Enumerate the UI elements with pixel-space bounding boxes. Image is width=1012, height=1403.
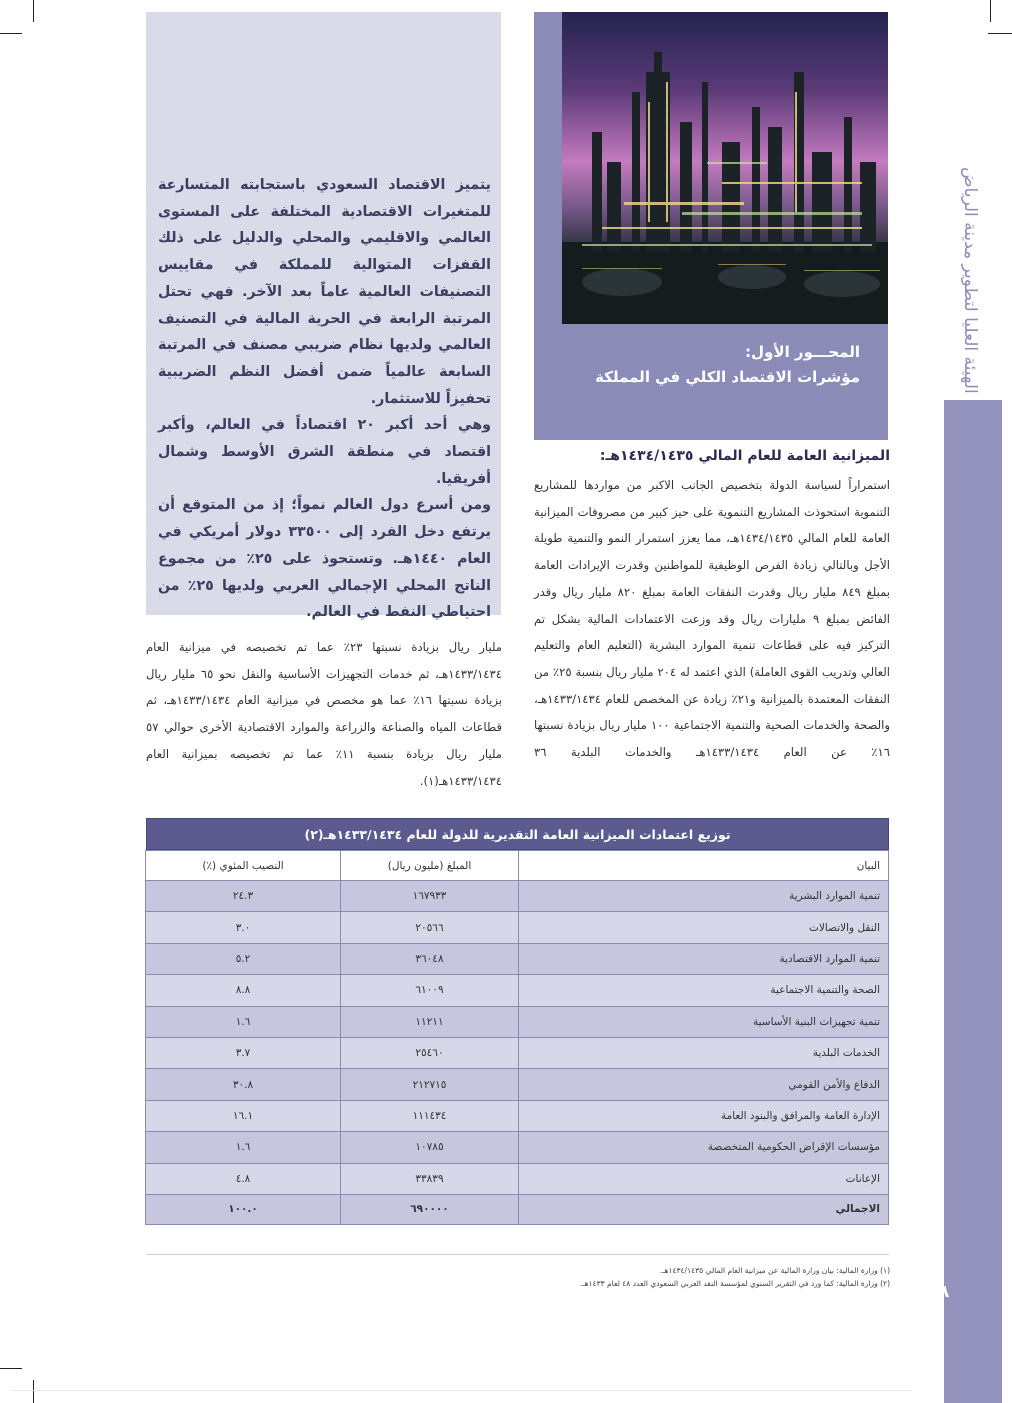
footnote: (٢) وزارة المالية: كما ورد في التقرير السنوي لمؤسسة النقد العربي السعودي العدد ٤٨ لعام ١٤٣٣هـ. — [579, 1279, 890, 1288]
row-percent: ٣٠.٨ — [146, 1069, 341, 1100]
row-percent: ١.٦ — [146, 1006, 341, 1037]
footnotes — [520, 1264, 890, 1290]
table-row — [146, 1069, 889, 1100]
row-label: تنمية الموارد البشرية — [519, 881, 889, 912]
highlight-paragraph: يتميز الاقتصاد السعودي باستجابته المتسارعة للمتغيرات الاقتصادية المختلفة على المستوى العالمي والاقليمي والمحلي والدليل على ذلك القفزات المتوالية للمملكة في مقاييس التصنيفات العالمية عاماً بعد الآخر. فهي تحتل المرتبة الرابعة في الحرية المالية في التصنيف العالمي ولديها نظام ضريبي مصنف في المرتبة السابعة عالمياً ضمن أفضل النظم الضريبية تحفيزاً للاستثمار. — [158, 177, 491, 407]
row-amount: ٢١٢٧١٥ — [341, 1069, 519, 1100]
budget-table-grid — [145, 850, 889, 1225]
row-label: الدفاع والأمن القومي — [519, 1069, 889, 1100]
hero-title — [560, 340, 860, 390]
row-label: الصحة والتنمية الاجتماعية — [519, 975, 889, 1006]
row-label: تنمية تجهيزات البنية الأساسية — [519, 1006, 889, 1037]
row-percent: ٨.٨ — [146, 975, 341, 1006]
table-header-row — [146, 851, 889, 881]
table-total-row — [146, 1194, 889, 1224]
table-row — [146, 1037, 889, 1068]
section-heading: الميزانية العامة للعام المالي ١٤٣٤/١٤٣٥هـ: — [599, 448, 890, 464]
table-row — [146, 1163, 889, 1194]
highlight-text — [158, 172, 491, 626]
table-row — [146, 881, 889, 912]
side-title: الهيئة العليا لتطوير مدينة الرياض — [960, 166, 980, 394]
highlight-paragraph: وهي أحد أكبر ٢٠ اقتصاداً في العالم، وأكبر اقتصاد في منطقة الشرق الأوسط وشمال أفريقيا. — [158, 417, 491, 487]
row-percent: ٣.٧ — [146, 1037, 341, 1068]
highlight-paragraph: ومن أسرع دول العالم نمواً؛ إذ من المتوقع أن يرتفع دخل الفرد إلى ٣٣٥٠٠ دولار أمريكي في العام ١٤٤٠هـ. وتستحوذ على ٢٥٪ من مجموع الناتج المحلي الإجمالي العربي ولديها ٢٥٪ من احتياطي النفط في العالم. — [158, 497, 492, 621]
total-percent: ١٠٠.٠ — [146, 1194, 341, 1224]
total-amount: ٦٩٠٠٠٠ — [341, 1194, 519, 1224]
row-amount: ١١٢١١ — [341, 1006, 519, 1037]
crop-mark — [0, 1368, 22, 1369]
table-row — [146, 1132, 889, 1163]
crop-mark — [0, 33, 22, 34]
table-row — [146, 912, 889, 943]
row-percent: ١٦.١ — [146, 1100, 341, 1131]
row-amount: ٣٦٠٤٨ — [341, 943, 519, 974]
row-amount: ٢٥٤٦٠ — [341, 1037, 519, 1068]
page-number: ٥٨ — [928, 1282, 950, 1302]
crop-mark — [33, 0, 34, 22]
hero-title-line1: المحـــور الأول: — [745, 343, 860, 361]
table-row — [146, 943, 889, 974]
row-percent: ٣.٠ — [146, 912, 341, 943]
row-percent: ٢٤.٣ — [146, 881, 341, 912]
row-percent: ٤.٨ — [146, 1163, 341, 1194]
row-amount: ١٦٧٩٣٣ — [341, 881, 519, 912]
table-row — [146, 975, 889, 1006]
table-row — [146, 1006, 889, 1037]
side-band — [944, 400, 1002, 1403]
total-label: الاجمالي — [519, 1194, 889, 1224]
row-label: الخدمات البلدية — [519, 1037, 889, 1068]
table-row — [146, 1100, 889, 1131]
crop-mark — [33, 1380, 34, 1403]
crop-mark — [988, 33, 1012, 34]
budget-table — [146, 818, 889, 1225]
row-label: مؤسسات الإقراض الحكومية المتخصصة — [519, 1132, 889, 1163]
row-percent: ١.٦ — [146, 1132, 341, 1163]
footnote-divider — [146, 1254, 889, 1255]
table-caption: توزيع اعتمادات الميزانية العامة التقديرية للدولة للعام ١٤٣٣/١٤٣٤هـ(٢) — [146, 818, 889, 850]
hero-title-line2: مؤشرات الاقتصاد الكلي في المملكة — [595, 368, 860, 386]
body-text-right: استمراراً لسياسة الدولة بتخصيص الجانب الاكبر من مواردها للمشاريع التنموية استحوذت المشاريع التنموية على حيز كبير من مصروفات الميزانية العامة للعام المالي ١٤٣٤/١٤٣٥هـ، مما يعزز استمرار النمو والتنمية طويلة الأجل وبالتالي زيادة الفرص الوظيفية للمواطنين وقدرت الإيرادات العامة بمبلغ ٨٤٩ مليار ريال وقدرت النفقات العامة بمبلغ ٨٢٠ مليار ريال وقدر الفائض بمبلغ ٩ مليارات ريال وقد وزعت الاعتمادات المالية بشكل تم التركيز فيه على قطاعات تنمية الموارد البشرية (التعليم العام والتعليم العالي وتدريب القوى العاملة) الذي اعتمد له ٢٠٤ مليار ريال بنسبة ٢٥٪ من النفقات المعتمدة بالميزانية و٢١٪ زيادة عن المخصص للعام ١٤٣٣/١٤٣٤هـ، والصحة والخدمات الصحية والتنمية الاجتماعية ١٠٠ مليار ريال بزيادة نسبتها ١٦٪ عن العام ١٤٣٣/١٤٣٤هـ والخدمات البلدية ٣٦ — [534, 478, 890, 760]
row-percent: ٥.٢ — [146, 943, 341, 974]
row-amount: ٢٠٥٦٦ — [341, 912, 519, 943]
footnote: (١) وزارة المالية: بيان وزارة المالية عن ميزانية العام المالي ١٤٣٤/١٤٣٥هـ. — [659, 1266, 890, 1275]
row-label: الإدارة العامة والمرافق والبنود العامة — [519, 1100, 889, 1131]
row-amount: ٣٣٨٣٩ — [341, 1163, 519, 1194]
row-label: تنمية الموارد الاقتصادية — [519, 943, 889, 974]
crop-mark — [990, 0, 991, 22]
row-label: الإعانات — [519, 1163, 889, 1194]
header-amount: المبلغ (مليون ريال) — [341, 851, 519, 881]
row-amount: ١٠٧٨٥ — [341, 1132, 519, 1163]
header-percent: النصيب المئوي (٪) — [146, 851, 341, 881]
row-label: النقل والاتصالات — [519, 912, 889, 943]
body-text-left: مليار ريال بزيادة نسبتها ٢٣٪ عما تم تخصيصه في ميزانية العام ١٤٣٣/١٤٣٤هـ، ثم خدمات التجهيزات الأساسية والنقل نحو ٦٥ مليار ريال بزيادة نسبتها ١٦٪ عما هو مخصص في ميزانية العام ١٤٣٣/١٤٣٤هـ، ثم قطاعات المياه والصناعة والزراعة والموارد الاقتصادية الأخرى حوالي ٥٧ مليار ريال بزيادة بنسبة ١١٪ عما تم تخصيصه بميزانية العام ١٤٣٣/١٤٣٤هـ(١). — [146, 640, 503, 788]
header-label: البيان — [519, 851, 889, 881]
row-amount: ٦١٠٠٩ — [341, 975, 519, 1006]
row-amount: ١١١٤٣٤ — [341, 1100, 519, 1131]
refinery-photo-icon — [562, 12, 888, 324]
bottom-divider — [12, 1390, 912, 1391]
